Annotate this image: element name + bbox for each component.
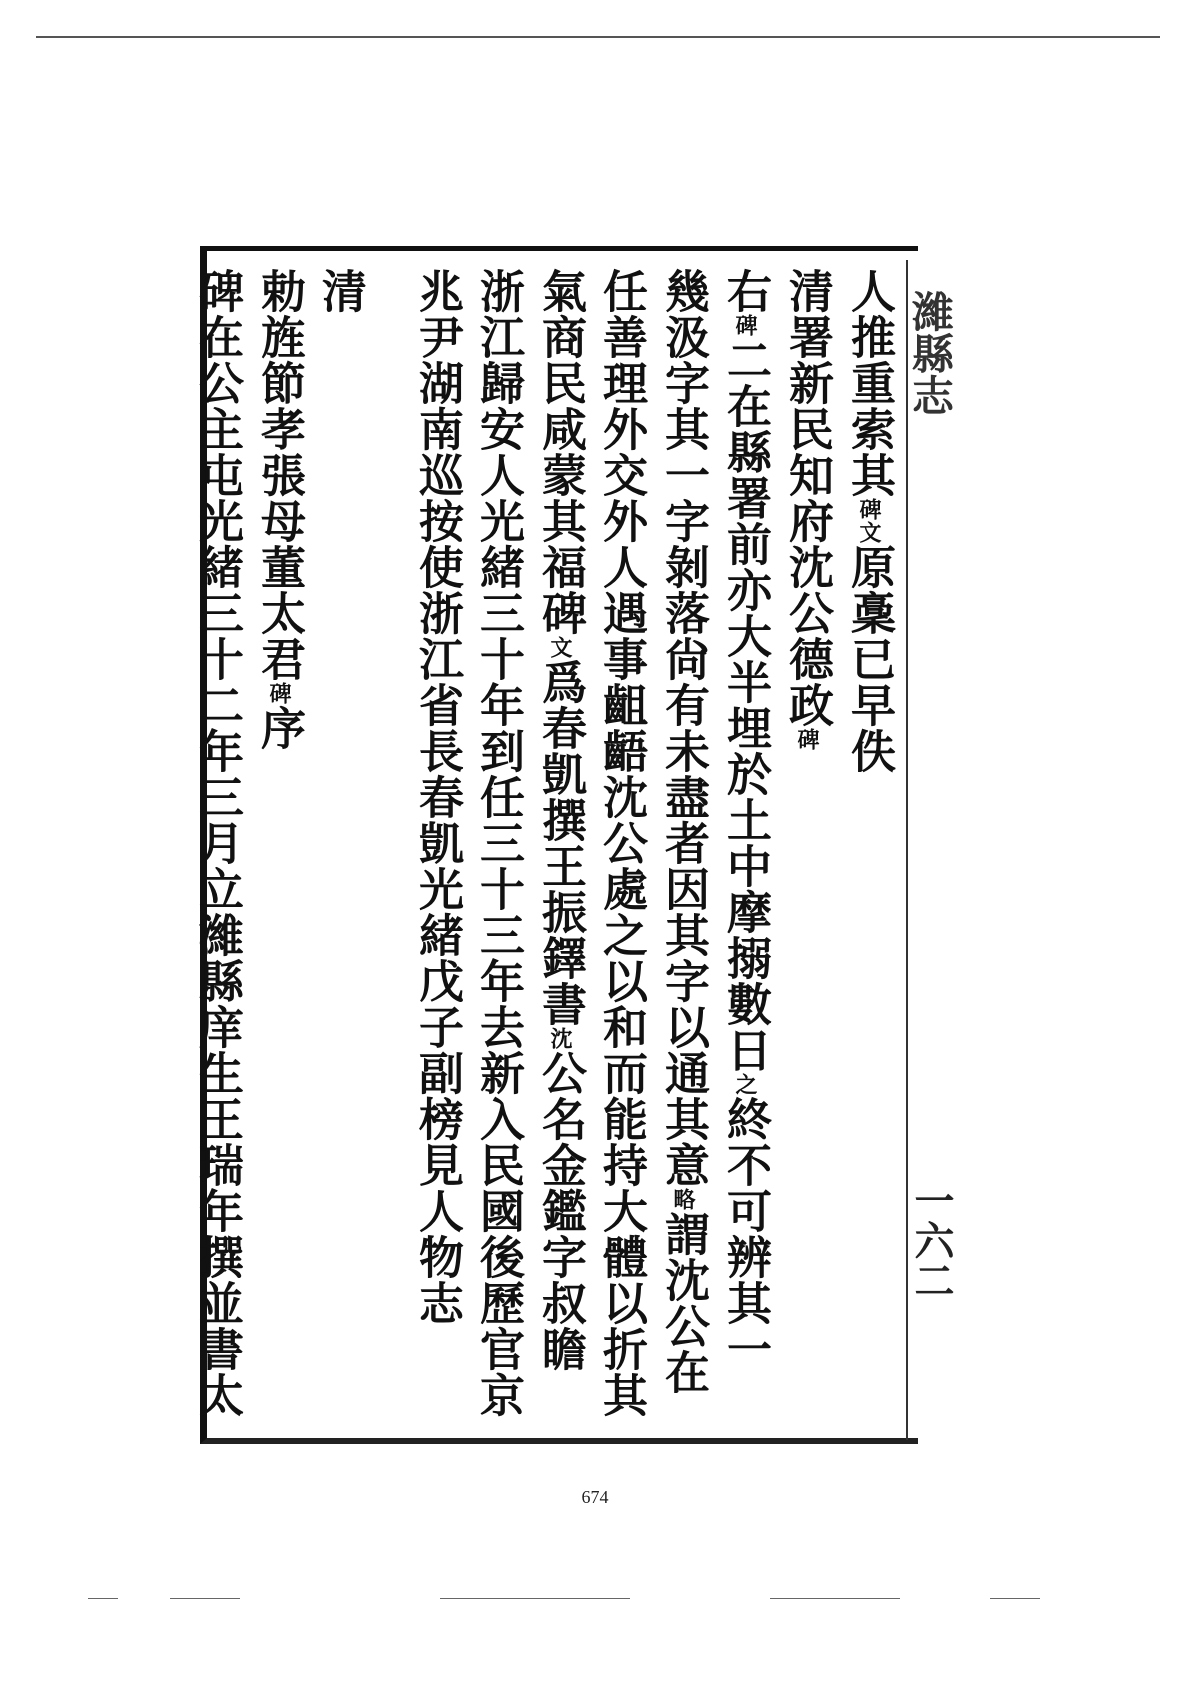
page-marker: 一六二 bbox=[908, 1180, 955, 1300]
divider bbox=[990, 1598, 1040, 1599]
body-text: 人推重索其 bbox=[843, 268, 896, 498]
body-text: 濰縣庠生王瑞年撰並書太 bbox=[191, 912, 244, 1418]
body-text: 爲春凱撰王振鐸書 bbox=[534, 659, 587, 1027]
body-text: 二在縣署前亦大半埋於土中摩搦數日 bbox=[719, 337, 772, 1073]
annotation-text: 碑 bbox=[732, 314, 758, 337]
text-column bbox=[591, 268, 652, 1428]
body-text: 浙江歸安人光緒三十年到任三十三年去新入民國後歷官京 bbox=[472, 268, 525, 1418]
page-number: 674 bbox=[581, 1487, 609, 1507]
divider bbox=[440, 1598, 630, 1599]
top-rule bbox=[36, 36, 1160, 38]
body-text: 幾汲字其一字剝落尙有未盡者因其字以通其意 bbox=[657, 268, 710, 1188]
annotation-text: 碑文 bbox=[856, 498, 882, 544]
body-text: 勅旌節孝張母董太君 bbox=[253, 268, 306, 682]
body-text: 兆尹湖南巡按使浙江省長春凱光緒戊子副榜見人物志 bbox=[411, 268, 464, 1326]
body-text: 原稾已早佚 bbox=[843, 544, 896, 774]
text-column bbox=[652, 268, 714, 1428]
annotation-text: 沈 bbox=[547, 1027, 573, 1050]
body-text: 碑在公主屯光緒三十二年三月立 bbox=[191, 268, 244, 912]
text-column bbox=[187, 268, 248, 1428]
annotation-text: 碑 bbox=[794, 728, 820, 751]
divider bbox=[88, 1598, 118, 1599]
body-text: 清 bbox=[314, 268, 367, 314]
annotation-text: 文 bbox=[547, 636, 573, 659]
text-column bbox=[310, 268, 371, 1428]
annotation-text: 略 bbox=[670, 1188, 696, 1211]
body-text: 公名金鑑字叔瞻 bbox=[534, 1050, 587, 1372]
body-text: 清署新民知府沈公德政 bbox=[781, 268, 834, 728]
text-column bbox=[248, 268, 310, 1428]
body-text: 序 bbox=[253, 705, 306, 751]
body-text: 謂沈公在 bbox=[657, 1211, 710, 1395]
text-column bbox=[838, 268, 900, 1428]
annotation-text: 碑 bbox=[266, 682, 292, 705]
annotation-text: 之 bbox=[732, 1073, 758, 1096]
text-column bbox=[468, 268, 529, 1428]
body-text: 任善理外交外人遇事齟齬沈公處之以和而能持大體以折其 bbox=[595, 268, 648, 1418]
body-text: 終不可辨其一 bbox=[719, 1096, 772, 1372]
body-text: 右 bbox=[719, 268, 772, 314]
text-column bbox=[776, 268, 838, 1428]
divider bbox=[170, 1598, 240, 1599]
text-column bbox=[407, 268, 468, 1428]
text-column bbox=[714, 268, 776, 1428]
body-text: 氣商民咸蒙其福碑 bbox=[534, 268, 587, 636]
divider bbox=[770, 1598, 900, 1599]
text-block bbox=[191, 268, 900, 1428]
text-column bbox=[529, 268, 591, 1428]
running-title: 濰縣志 bbox=[906, 290, 955, 416]
